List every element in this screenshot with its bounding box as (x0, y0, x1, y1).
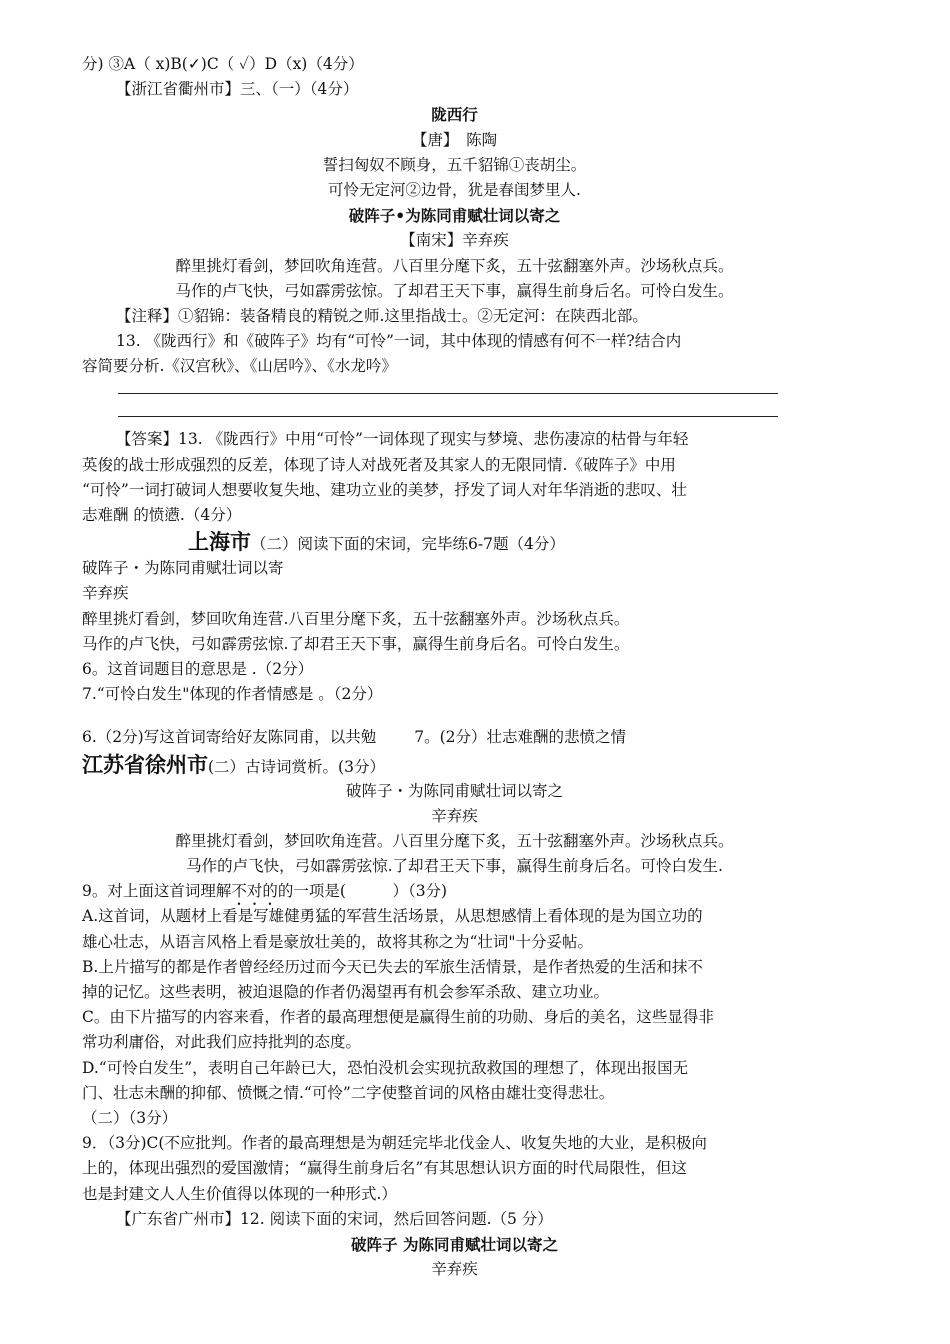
answer-13: 【答案】13. 《陇西行》中用“可怜”一词体现了现实与梦境、悲伤凄凉的枯骨与年轻 (116, 430, 689, 449)
answer-9: 9．（3分)C(不应批判。作者的最高理想是为朝廷完毕北伐金人、收复失地的大业，是积极向 (82, 1134, 707, 1153)
answer-6: 6.（2分)写这首词寄给好友陈同甫，以共勉 (82, 728, 377, 747)
answer-9-cont: 上的，体现出强烈的爱国激情；“赢得生前身后名”有其思想认识方面的时代局限性，但这 (82, 1159, 687, 1178)
question-13: 13. 《陇西行》和《破阵子》均有“可怜”一词，其中体现的情感有何不一样?结合内 (116, 332, 682, 351)
poem-title: 破阵子・为陈同甫赋壮词以寄 (82, 559, 284, 578)
poem-author: 【南宋】辛弃疾 (400, 231, 509, 250)
emphasized-text: 不对的 (231, 882, 278, 901)
document-page (82, 52, 827, 1282)
answer-line: 分) ③A（ x)B(✓)C（ ✓）D（x)（4分） (82, 55, 364, 73)
poem-line: 马作的卢飞快，弓如霹雳弦惊.了却君王天下事，赢得生前身后名。可怜白发生. (186, 857, 723, 876)
poem-author: 【唐】 陈陶 (411, 130, 498, 149)
poem-title-longxixing: 陇西行 (431, 105, 478, 125)
section-instruction: (二）古诗词赏析。(3分） (208, 757, 385, 776)
answer-13-cont: 英俊的战士形成强烈的反差，体现了诗人对战死者及其家人的无限同情.《破阵子》中用 (82, 455, 676, 474)
option-d-cont: 门、壮志未酬的抑郁、愤慨之情.“可怜”二字使整首词的风格由雄壮变得悲壮。 (82, 1083, 615, 1102)
question-6: 6。这首词题目的意思是 .（2分） (82, 659, 314, 678)
source-heading-quzhou: 【浙江省衢州市】三、（一）（4分） (116, 80, 359, 99)
poem-line: 醉里挑灯看剑，梦回吹角连营.八百里分麾下炙，五十弦翻塞外声。沙场秋点兵。 (82, 609, 630, 628)
poem-line: 马作的卢飞快，弓如霹雳弦惊。了却君王天下事，赢得生前身后名。可怜白发生。 (175, 281, 734, 300)
poem-title: 破阵子・为陈同甫赋壮词以寄之 (345, 781, 563, 800)
answer-section-label: （二）（3分） (82, 1108, 178, 1127)
option-a: A.这首词，从题材上看是写雄健勇猛的军营生活场景，从思想感情上看体现的是为国立功的 (82, 907, 703, 926)
poem-author: 辛弃疾 (431, 806, 478, 825)
region-name: 上海市 (188, 529, 251, 555)
option-c-cont: 常功利庸俗，对此我们应持批判的态度。 (82, 1033, 362, 1052)
poem-line: 誓扫匈奴不顾身，五千貂锦①丧胡尘。 (322, 155, 587, 174)
source-heading-shanghai (82, 528, 827, 556)
section-instruction: （二）阅读下面的宋词，完毕练6-7题（4分） (251, 535, 565, 554)
question-7: 7.“可怜白发生"体现的作者情感是 。（2分） (82, 685, 383, 704)
poem-title: 破阵子 为陈同甫赋壮词以寄之 (351, 1234, 558, 1254)
poem-line: 醉里挑灯看剑，梦回吹角连营。八百里分麾下炙，五十弦翻塞外声。沙场秋点兵。 (175, 831, 734, 850)
poem-line: 醉里挑灯看剑，梦回吹角连营。八百里分麾下炙，五十弦翻塞外声。沙场秋点兵。 (175, 256, 734, 275)
poem-author: 辛弃疾 (431, 1260, 478, 1279)
annotation: 【注释】①貂锦：装备精良的精锐之师.这里指战士。②无定河：在陕西北部。 (116, 306, 648, 325)
poem-author: 辛弃疾 (82, 584, 129, 603)
answer-9-cont: 也是封建文人人生价值得以体现的一种形式.） (82, 1184, 397, 1203)
question-9: 9。对上面这首词理解不对的的一项是( ）（3分) (82, 882, 448, 901)
poem-title-pozhenzi: 破阵子•为陈同甫赋壮词以寄之 (348, 206, 561, 226)
poem-line: 可怜无定河②边骨，犹是春闺梦里人. (328, 180, 581, 199)
option-a-cont: 雄心壮志，从语言风格上看是豪放壮美的，故将其称之为“壮词"十分妥帖。 (82, 932, 594, 951)
source-heading-guangzhou: 【广东省广州市】12. 阅读下面的宋词，然后回答问题.（5 分） (116, 1209, 553, 1228)
answer-7: 7。(2分）壮志难酬的悲愤之情 (414, 728, 626, 747)
option-c: C。由下片描写的内容来看，作者的最高理想便是赢得生前的功勋、身后的美名，这些显得非 (82, 1008, 714, 1027)
region-name: 江苏省徐州市 (82, 751, 208, 777)
answer-13-cont: “可怜”一词打破词人想要收复失地、建功立业的美梦，抒发了词人对年华消逝的悲叹、壮 (82, 480, 687, 499)
option-b-cont: 掉的记忆。这些表明，被迫退隐的作者仍渴望再有机会参军杀敌、建立功业。 (82, 983, 610, 1001)
option-d: D.“可怜白发生”，表明自己年龄已大，恐怕没机会实现抗敌救国的理想了，体现出报国无 (82, 1058, 689, 1077)
answer-13-cont: 志难酬 的愤懑.（4分） (82, 506, 242, 524)
question-13-cont: 容简要分析.《汉宫秋》、《山居吟》、《水龙吟》 (82, 357, 397, 376)
poem-line: 马作的卢飞快，弓如霹雳弦惊.了却君王天下事，赢得生前身后名。可怜白发生。 (82, 634, 630, 653)
answers-6-7 (82, 725, 827, 750)
option-b: B.上片描写的都是作者曾经经历过而今天已失去的军旅生活情景，是作者热爱的生活和抹不 (82, 957, 703, 976)
source-heading-xuzhou (82, 751, 827, 779)
